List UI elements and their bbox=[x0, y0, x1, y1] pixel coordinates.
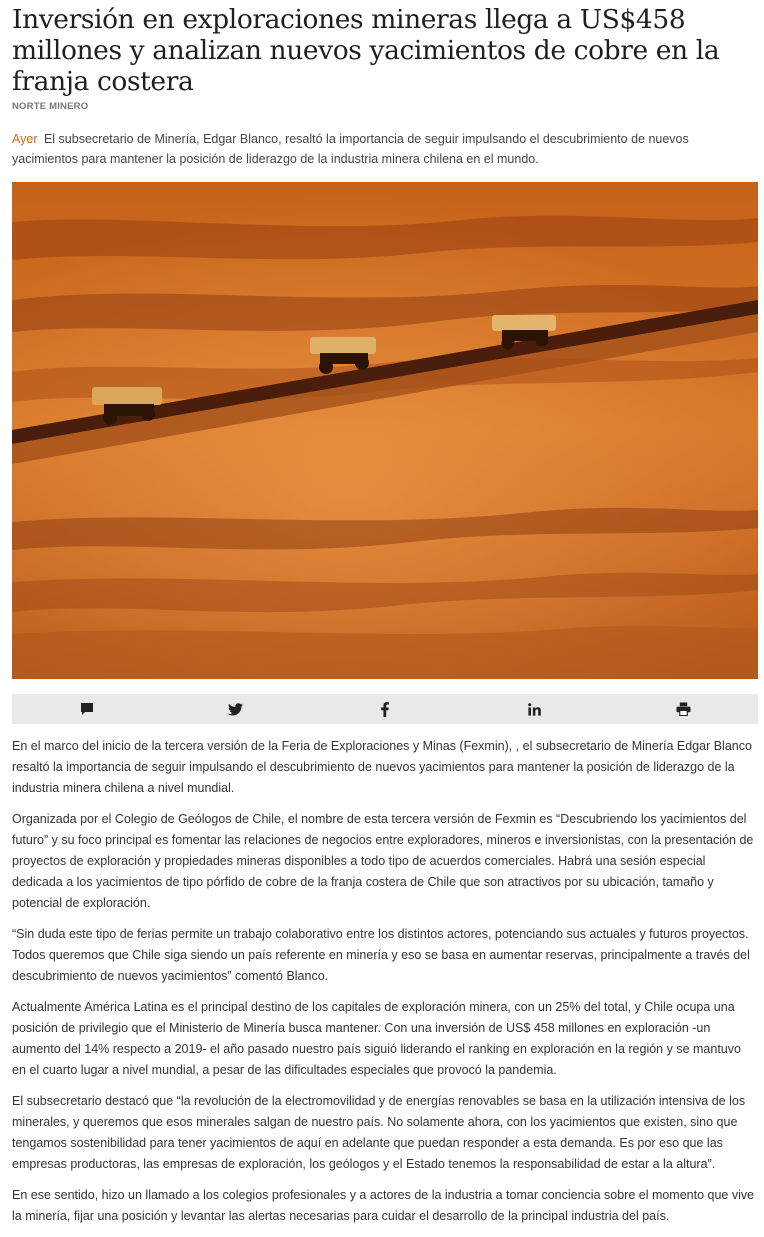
comment-icon bbox=[80, 702, 94, 716]
article-date: Ayer bbox=[12, 132, 38, 146]
article-body bbox=[12, 736, 758, 1227]
linkedin-icon bbox=[528, 703, 541, 716]
article-hero-image bbox=[12, 182, 758, 679]
article-source[interactable]: NORTE MINERO bbox=[12, 101, 89, 112]
facebook-icon bbox=[381, 702, 389, 717]
article bbox=[12, 0, 758, 1237]
article-paragraph: El subsecretario destacó que “la revolución de la electromovilidad y de energías renovables se basa en la utilización intensiva de los minerales, y queremos que esos minerales salgan de nuestro país. No solamente ahora, con los yacimientos que existen, sino que tengamos sostenibilidad para tener yacimientos de aquí en adelante que puedan responder a esta demanda. Es por eso que las empresas productoras, las empresas de exploración, los geólogos y el Estado tenemos la responsabilidad de estar a la altura”. bbox=[12, 1094, 746, 1171]
article-lead bbox=[12, 129, 758, 169]
share-comment-button[interactable] bbox=[72, 694, 102, 724]
share-facebook-button[interactable] bbox=[370, 694, 400, 724]
article-paragraph: “Sin duda este tipo de ferias permite un trabajo colaborativo entre los distintos actores, potenciando sus actuales y futuros proyectos. Todos queremos que Chile siga siendo un país referente en minería y eso se basa en aumentar reservas, principalmente a través del descubrimiento de nuevos yacimientos” comentó Blanco. bbox=[12, 927, 750, 983]
share-linkedin-button[interactable] bbox=[519, 694, 549, 724]
article-paragraph: Actualmente América Latina es el principal destino de los capitales de exploración minera, con un 25% del total, y Chile ocupa una posición de privilegio que el Ministerio de Minería busca mantener. Con una inversión de US$ 458 millones en exploración -un aumento del 14% respecto a 2019- el año pasado nuestro país siguió liderando el ranking en exploración en la región y se mantuvo en el cuarto lugar a nivel mundial, a pesar de las dificultades especiales que provocó la pandemia. bbox=[12, 1000, 741, 1077]
share-twitter-button[interactable] bbox=[221, 694, 251, 724]
article-lead-text: El subsecretario de Minería, Edgar Blanco, resaltó la importancia de seguir impulsando el descubrimiento de nuevos yacimientos para mantener la posición de liderazgo de la industria minera chilena en el mundo. bbox=[12, 132, 689, 166]
article-paragraph: En ese sentido, hizo un llamado a los colegios profesionales y a actores de la industria a tomar conciencia sobre el momento que vive la minería, fijar una posición y levantar las alertas necesarias para cuidar el desarrollo de la principal industria del país. bbox=[12, 1188, 755, 1223]
mine-photo bbox=[12, 182, 758, 679]
article-headline: Inversión en exploraciones mineras llega a US$458 millones y analizan nuevos yacimientos de cobre en la franja costera bbox=[12, 4, 720, 97]
print-icon bbox=[676, 702, 691, 716]
twitter-icon bbox=[228, 703, 243, 716]
share-print-button[interactable] bbox=[668, 694, 698, 724]
article-paragraph: En el marco del inicio de la tercera versión de la Feria de Exploraciones y Minas (Fexmin), , el subsecretario de Minería Edgar Blanco resaltó la importancia de seguir impulsando el descubrimiento de nuevos yacimientos para mantener la posición de liderazgo de la industria minera chilena a nivel mundial. bbox=[12, 739, 752, 795]
share-bar bbox=[12, 694, 758, 724]
article-paragraph: Organizada por el Colegio de Geólogos de Chile, el nombre de esta tercera versión de Fexmin es “Descubriendo los yacimientos del futuro” y su foco principal es fomentar las relaciones de negocios entre exploradores, mineros e inversionistas, con la presentación de proyectos de exploración y propiedades mineras disponibles a todo tipo de acuerdos comerciales. Habrá una sesión especial dedicada a los yacimientos de tipo pórfido de cobre de la franja costera de Chile que son atractivos por su ubicación, tamaño y potencial de exploración. bbox=[12, 812, 754, 910]
